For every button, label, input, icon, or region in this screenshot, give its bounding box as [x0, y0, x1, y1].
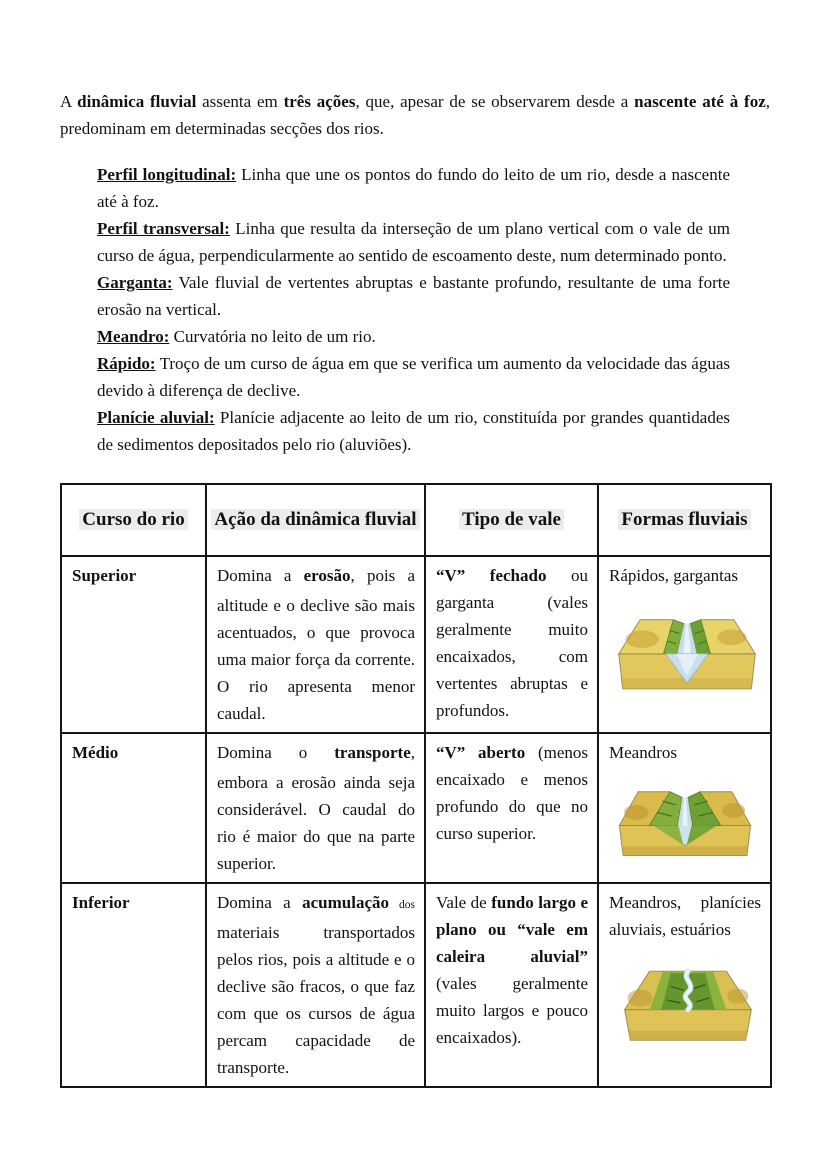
definition-term: Planície aluvial: — [97, 408, 215, 427]
definition-text: Linha que une os pontos do fundo do leito de um rio, desde a nascente até à foz. — [97, 165, 730, 211]
definition-text: Vale fluvial de vertentes abruptas e bastante profundo, resultante de uma forte erosão na vertical. — [97, 273, 730, 319]
table-header-row — [61, 484, 771, 556]
cell-curso: Inferior — [61, 883, 206, 1087]
cell-tipo: Vale de fundo largo e plano ou “vale em caleira aluvial” (vales geralmente muito largos e pouco encaixados). — [425, 883, 598, 1087]
header-formas-fluviais: Formas fluviais — [598, 484, 771, 556]
cell-acao: Domina a erosão, pois a altitude e o declive são mais acentuados, o que provoca uma maior força da corrente. O rio apresenta menor caudal. — [206, 556, 425, 733]
intro-text: A — [60, 92, 78, 111]
cell-acao: Domina a acumulação dos materiais transportados pelos rios, pois a altitude e o declive são fracos, o que faz com que os cursos de água percam capacidade de transporte. — [206, 883, 425, 1087]
table-row-inferior — [61, 883, 771, 1087]
definition-item — [97, 215, 730, 269]
cell-acao: Domina o transporte, embora a erosão ainda seja considerável. O caudal do rio é maior do que na parte superior. — [206, 733, 425, 883]
cell-formas: Meandros, planícies aluviais, estuários — [598, 883, 771, 1087]
definition-text: Troço de um curso de água em que se verifica um aumento da velocidade das águas devido à diferença de declive. — [97, 354, 730, 400]
cell-tipo: “V” aberto (menos encaixado e menos profundo do que no curso superior. — [425, 733, 598, 883]
fluvial-dynamics-table — [60, 483, 772, 1088]
closed-v-gorge-valley-illustration — [609, 598, 765, 696]
definition-item — [97, 404, 730, 458]
table-row-superior — [61, 556, 771, 733]
definitions-list — [97, 161, 730, 458]
definition-text: Linha que resulta da interseção de um plano vertical com o vale de um curso de água, perpendicularmente ao sentido de escoamento deste, num determinado ponto. — [97, 219, 730, 265]
intro-paragraph: A dinâmica fluvial assenta em três ações, que, apesar de se observarem desde a nascente até à foz, predominam em determinadas secções dos rios. — [60, 92, 771, 138]
table-row-medio — [61, 733, 771, 883]
open-v-valley-illustration — [610, 775, 760, 861]
alluvial-trough-valley-illustration — [609, 952, 767, 1048]
cell-curso: Superior — [61, 556, 206, 733]
header-tipo-de-vale: Tipo de vale — [425, 484, 598, 556]
cell-tipo: “V” fechado ou garganta (vales geralmente muito encaixados, com vertentes abruptas e profundos. — [425, 556, 598, 733]
definition-text: Planície adjacente ao leito de um rio, constituída por grandes quantidades de sedimentos depositados pelo rio (aluviões). — [97, 408, 730, 454]
definition-item — [97, 161, 730, 215]
definition-item — [97, 350, 730, 404]
definition-term: Meandro: — [97, 327, 170, 346]
cell-curso: Médio — [61, 733, 206, 883]
definition-item — [97, 269, 730, 323]
definition-text: Curvatória no leito de um rio. — [169, 327, 376, 346]
header-curso-do-rio: Curso do rio — [61, 484, 206, 556]
cell-formas: Rápidos, gargantas — [598, 556, 771, 733]
definition-item — [97, 323, 730, 350]
definition-term: Perfil longitudinal: — [97, 165, 237, 184]
definition-term: Perfil transversal: — [97, 219, 230, 238]
header-acao-dinamica: Ação da dinâmica fluvial — [206, 484, 425, 556]
definition-term: Rápido: — [97, 354, 156, 373]
definition-term: Garganta: — [97, 273, 173, 292]
cell-formas: Meandros — [598, 733, 771, 883]
